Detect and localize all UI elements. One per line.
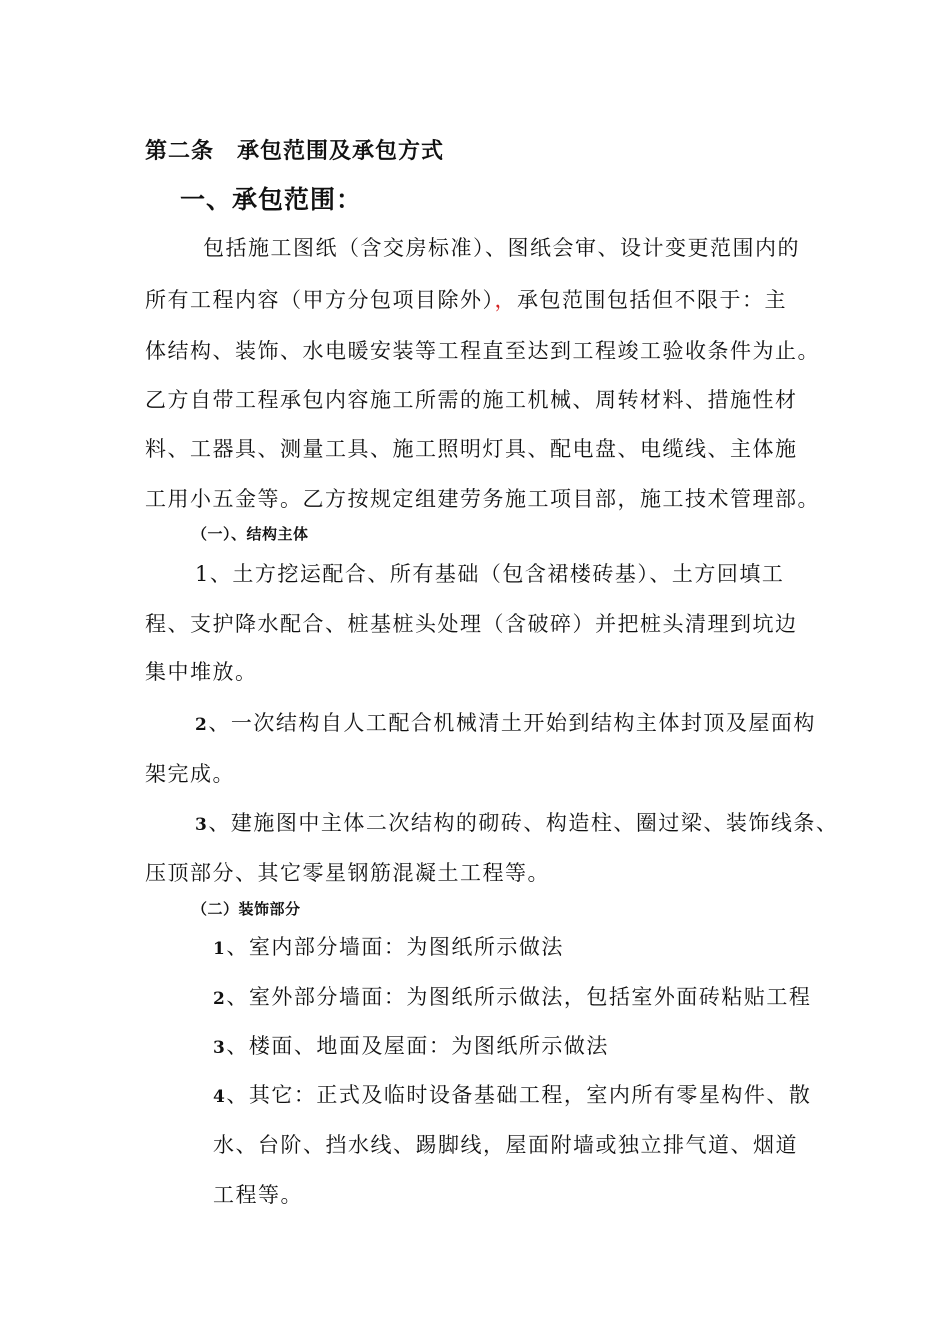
para1-line6: 工用小五金等。乙方按规定组建劳务施工项目部，施工技术管理部。: [145, 487, 820, 511]
item2-line2: 架完成。: [145, 762, 235, 786]
item2-line1: 2、一次结构自人工配合机械清土开始到结构主体封顶及屋面构: [195, 711, 816, 735]
deco-item-4-line1: 4、其它：正式及临时设备基础工程，室内所有零星构件、散: [213, 1083, 812, 1107]
deco-item-4-line3: 工程等。: [213, 1183, 303, 1207]
deco-item-3: 3、楼面、地面及屋面：为图纸所示做法: [213, 1034, 609, 1058]
para1-line4: 乙方自带工程承包内容施工所需的施工机械、周转材料、措施性材: [145, 388, 798, 412]
item1-line2: 程、支护降水配合、桩基桩头处理（含破碎）并把桩头清理到坑边: [145, 612, 798, 636]
item3-line1: 3、建施图中主体二次结构的砌砖、构造柱、圈过梁、装饰线条、: [195, 811, 839, 835]
deco-item-1: 1、室内部分墙面：为图纸所示做法: [213, 935, 564, 959]
item3-line2: 压顶部分、其它零星钢筋混凝土工程等。: [145, 861, 550, 885]
item1-line3: 集中堆放。: [145, 660, 258, 684]
para1-line1: 包括施工图纸（含交房标准）、图纸会审、设计变更范围内的: [203, 236, 800, 260]
article-title: 第二条 承包范围及承包方式: [145, 138, 445, 164]
subsection-title-decoration: （二）装饰部分: [192, 900, 301, 918]
section-heading: 一、承包范围：: [180, 185, 363, 214]
subsection-title-structure: （一）、结构主体: [192, 525, 309, 543]
para1-line3: 体结构、装饰、水电暖安装等工程直至达到工程竣工验收条件为止。: [145, 339, 820, 363]
red-comma: ，: [494, 288, 517, 312]
deco-item-2: 2、室外部分墙面：为图纸所示做法，包括室外面砖粘贴工程: [213, 985, 812, 1009]
deco-item-4-line2: 水、台阶、挡水线、踢脚线，屋面附墙或独立排气道、烟道: [213, 1133, 798, 1157]
para1-line2: 所有工程内容（甲方分包项目除外），承包范围包括但不限于：主: [145, 288, 787, 312]
para1-line5: 料、工器具、测量工具、施工照明灯具、配电盘、电缆线、主体施: [145, 437, 798, 461]
item1-line1: 1、土方挖运配合、所有基础（包含裙楼砖基）、土方回填工: [195, 562, 785, 586]
